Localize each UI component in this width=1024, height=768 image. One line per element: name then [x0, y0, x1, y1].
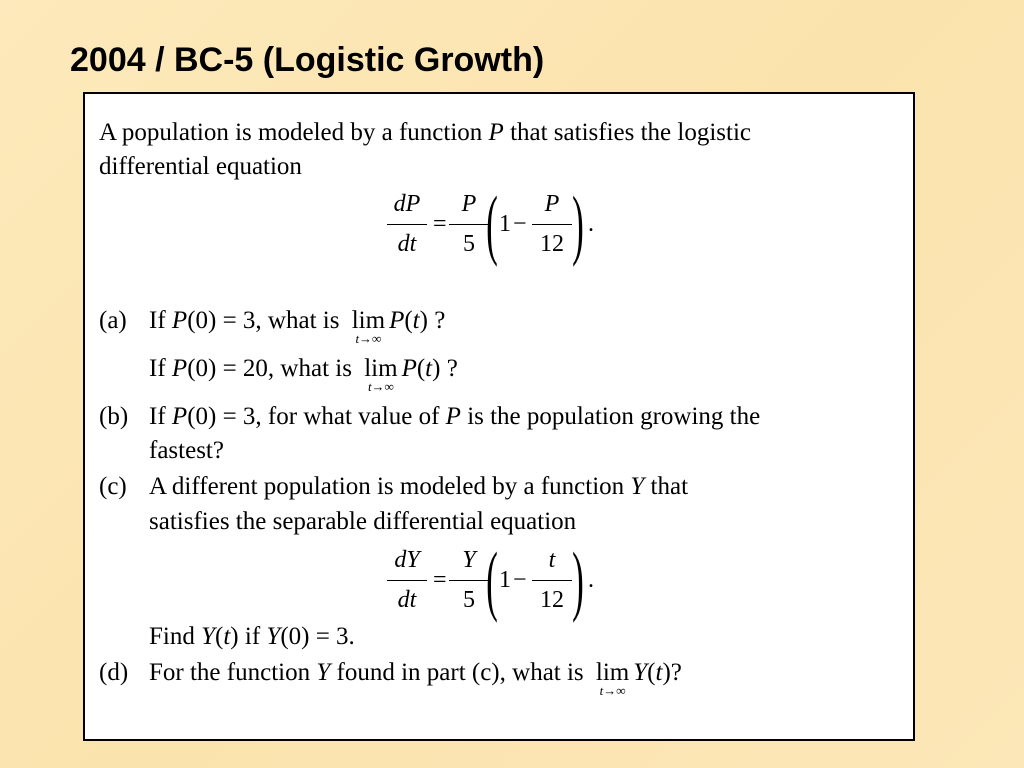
denominator: dt	[397, 231, 417, 257]
text: For the function	[149, 659, 317, 686]
var: P	[171, 307, 188, 334]
part-a-question-1	[149, 304, 446, 346]
text: )	[432, 355, 441, 382]
lim-word: lim	[351, 307, 386, 334]
var: t	[223, 623, 231, 650]
part-a-question-2	[149, 352, 458, 394]
part-d-question	[149, 656, 682, 698]
denominator: 5	[463, 231, 475, 257]
part-c-line-1	[149, 470, 688, 504]
var: t	[412, 307, 420, 334]
denominator: 5	[463, 587, 475, 613]
var: Y	[266, 623, 281, 650]
slide-title: 2004 / BC-5 (Logistic Growth)	[70, 41, 545, 79]
denominator: dt	[397, 587, 417, 613]
text: (0) = 20, what is	[187, 355, 359, 382]
var: Y	[316, 659, 331, 686]
one: 1	[499, 567, 511, 593]
equals-sign: =	[433, 211, 447, 237]
part-b-label: (b)	[99, 403, 129, 430]
text: ) if	[230, 623, 267, 650]
lim-subscript: t→∞	[355, 331, 382, 346]
left-paren: (	[486, 180, 498, 267]
equals-sign: =	[433, 567, 447, 593]
var: Y	[630, 473, 645, 500]
text: (0) = 3, for what value of	[187, 403, 446, 430]
text: (	[404, 307, 413, 334]
problem-card	[83, 92, 915, 741]
logistic-equation	[383, 180, 603, 270]
part-c-label: (c)	[99, 473, 127, 500]
intro-var: P	[488, 119, 504, 146]
var: P	[389, 307, 405, 334]
period: .	[588, 567, 594, 593]
var: t	[425, 355, 433, 382]
lim-subscript: t→∞	[367, 379, 394, 394]
fraction-bar	[449, 224, 489, 225]
numerator: dY	[394, 547, 420, 573]
numerator: t	[548, 547, 556, 573]
text: (	[647, 659, 656, 686]
period: .	[588, 211, 594, 237]
text: ?	[440, 355, 458, 382]
limit	[595, 656, 630, 698]
denominator: 12	[540, 231, 564, 257]
part-c-find	[149, 620, 355, 654]
var: P	[171, 403, 188, 430]
part-b-question-1	[149, 400, 760, 434]
text: ?	[670, 659, 682, 686]
text: ?	[427, 307, 446, 334]
intro-line-1	[99, 116, 751, 150]
text: If	[149, 307, 172, 334]
one: 1	[499, 211, 511, 237]
lim-word: lim	[364, 355, 398, 382]
fraction-bar	[387, 224, 427, 225]
text: A different population is modeled by a function	[149, 473, 631, 500]
numerator: dP	[393, 191, 421, 217]
lim-subscript: t→∞	[599, 683, 626, 698]
var: t	[655, 659, 663, 686]
text: If	[149, 403, 172, 430]
right-paren: )	[572, 180, 584, 267]
intro-text: that satisfies the logistic	[503, 119, 751, 146]
fraction-bar	[449, 580, 489, 581]
denominator: 12	[540, 587, 564, 613]
part-b-question-2: fastest?	[149, 437, 224, 464]
text: Find	[149, 623, 202, 650]
separable-equation	[383, 536, 603, 626]
part-d-label: (d)	[99, 659, 129, 686]
fraction-bar	[532, 580, 572, 581]
minus-sign: −	[513, 567, 527, 593]
intro-text: A population is modeled by a function	[99, 119, 489, 146]
text: (	[215, 623, 224, 650]
minus-sign: −	[513, 211, 527, 237]
text: that	[644, 473, 689, 500]
lim-word: lim	[595, 659, 630, 686]
text: is the population growing the	[460, 403, 761, 430]
intro-line-2: differential equation	[99, 153, 302, 180]
var: P	[171, 355, 188, 382]
numerator: P	[544, 191, 560, 217]
var: Y	[633, 659, 648, 686]
var: P	[401, 355, 417, 382]
text: )	[419, 307, 428, 334]
fraction-bar	[387, 580, 427, 581]
left-paren: (	[486, 536, 498, 623]
numerator: Y	[462, 547, 476, 573]
text: (	[416, 355, 426, 382]
text: found in part (c), what is	[330, 659, 590, 686]
limit	[364, 352, 398, 394]
part-a-label: (a)	[99, 307, 127, 334]
part-c-line-2: satisfies the separable differential equation	[149, 508, 577, 535]
var: P	[445, 403, 461, 430]
right-paren: )	[572, 536, 584, 623]
fraction-bar	[532, 224, 572, 225]
text: (0) = 3, what is	[187, 307, 346, 334]
text: (0) = 3.	[280, 623, 355, 650]
limit	[351, 304, 386, 346]
text: )	[662, 659, 671, 686]
numerator: P	[461, 191, 477, 217]
var: Y	[201, 623, 216, 650]
text: If	[149, 355, 172, 382]
